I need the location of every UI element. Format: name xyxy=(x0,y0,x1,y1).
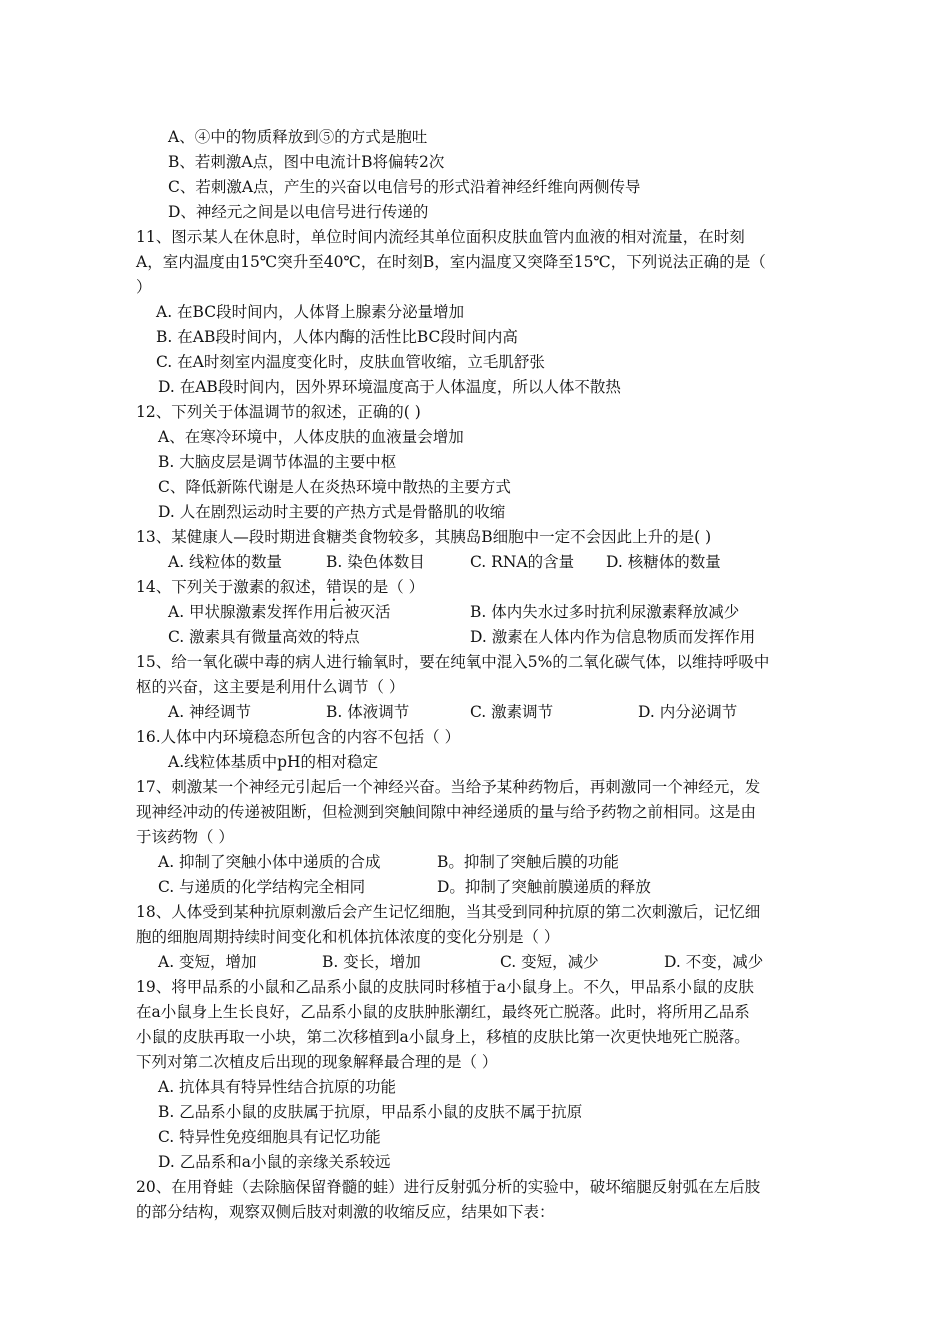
q13-stem: 13、某健康人—段时期进食糖类食物较多，其胰岛B细胞中一定不会因此上升的是( ) xyxy=(136,528,712,546)
q10-option-c: C、若刺激A点，产生的兴奋以电信号的形式沿着神经纤维向两侧传导 xyxy=(168,178,641,196)
q13-option-b: B. 染色体数目 xyxy=(326,553,425,571)
q12-option-a: A、在寒冷环境中，人体皮肤的血液量会增加 xyxy=(158,428,464,446)
q19-option-c: C. 特异性免疫细胞具有记忆功能 xyxy=(158,1128,381,1146)
q10-option-a: A、④中的物质释放到⑤的方式是胞吐 xyxy=(168,128,428,146)
q20-stem-line-2: 的部分结构，观察双侧后肢对刺激的收缩反应，结果如下表： xyxy=(136,1203,555,1221)
q19-option-d: D. 乙品系和a小鼠的亲缘关系较远 xyxy=(158,1153,391,1171)
q12-option-d: D. 人在剧烈运动时主要的产热方式是骨骼肌的收缩 xyxy=(158,503,506,521)
q11-option-d: D. 在AB段时间内，因外界环境温度高于人体温度，所以人体不散热 xyxy=(158,378,621,396)
q15-option-b: B. 体液调节 xyxy=(326,703,410,721)
q13-option-c: C. RNA的含量 xyxy=(470,553,575,571)
q14-option-c: C. 激素具有微量高效的特点 xyxy=(168,628,360,646)
q10-option-d: D、神经元之间是以电信号进行传递的 xyxy=(168,203,429,221)
q18-option-b: B. 变长，增加 xyxy=(322,953,421,971)
q19-option-b: B. 乙品系小鼠的皮肤属于抗原，甲品系小鼠的皮肤不属于抗原 xyxy=(158,1103,583,1121)
q15-option-d: D. 内分泌调节 xyxy=(638,703,738,721)
q14-stem-emphasis: 错误 xyxy=(326,578,358,596)
q17-stem-line-2: 现神经冲动的传递被阻断，但检测到突触间隙中神经递质的量与给予药物之前相同。这是由 xyxy=(136,803,757,821)
q17-stem-line-1: 17、刺激某一个神经元引起后一个神经兴奋。当给予某种药物后，再刺激同一个神经元，发 xyxy=(136,778,761,796)
q13-option-a: A. 线粒体的数量 xyxy=(168,553,283,571)
q18-stem-line-2: 胞的细胞周期持续时间变化和机体抗体浓度的变化分别是（ ） xyxy=(136,928,560,946)
q12-option-b: B. 大脑皮层是调节体温的主要中枢 xyxy=(158,453,397,471)
q12-stem: 12、下列关于体温调节的叙述，正确的( ) xyxy=(136,403,421,421)
q14-stem-prefix: 14、下列关于激素的叙述， xyxy=(136,578,327,596)
q20-stem-line-1: 20、在用脊蛙（去除脑保留脊髓的蛙）进行反射弧分析的实验中，破坏缩腿反射弧在左后肢 xyxy=(136,1178,761,1196)
q19-stem-line-4: 下列对第二次植皮后出现的现象解释最合理的是（ ） xyxy=(136,1053,498,1071)
q17-stem-line-3: 于该药物（ ） xyxy=(136,828,234,846)
q14-option-b: B. 体内失水过多时抗利尿激素释放减少 xyxy=(470,603,740,621)
q14-option-d: D. 激素在人体内作为信息物质而发挥作用 xyxy=(470,628,756,646)
q13-option-d: D. 核糖体的数量 xyxy=(606,553,721,571)
q11-stem-line-1: 11、图示某人在休息时，单位时间内流经其单位面积皮肤血管内血液的相对流量，在时刻 xyxy=(136,228,745,246)
q14-option-a: A. 甲状腺激素发挥作用后被灭活 xyxy=(168,603,391,621)
q18-option-c: C. 变短，减少 xyxy=(500,953,599,971)
q18-option-d: D. 不变，减少 xyxy=(664,953,764,971)
q17-option-b: B。抑制了突触后膜的功能 xyxy=(437,853,619,871)
q19-option-a: A. 抗体具有特异性结合抗原的功能 xyxy=(158,1078,397,1096)
q19-stem-line-2: 在a小鼠身上生长良好，乙品系小鼠的皮肤肿胀潮红，最终死亡脱落。此时，将所用乙品系 xyxy=(136,1003,750,1021)
q15-option-a: A. 神经调节 xyxy=(168,703,252,721)
q15-stem-line-2: 枢的兴奋，这主要是利用什么调节（ ） xyxy=(136,678,405,696)
q11-stem-line-3: ） xyxy=(136,278,152,296)
q10-option-b: B、若刺激A点，图中电流计B将偏转2次 xyxy=(168,153,445,171)
q15-stem-line-1: 15、给一氧化碳中毒的病人进行输氧时，要在纯氧中混入5%的二氧化碳气体，以维持呼吸中 xyxy=(136,653,770,671)
q18-option-a: A. 变短，增加 xyxy=(158,953,257,971)
q11-option-b: B. 在AB段时间内，人体内酶的活性比BC段时间内高 xyxy=(156,328,518,346)
q11-option-c: C. 在A时刻室内温度变化时，皮肤血管收缩，立毛肌舒张 xyxy=(156,353,545,371)
q16-stem: 16.人体中内环境稳态所包含的内容不包括（ ） xyxy=(136,728,461,746)
q12-option-c: C、降低新陈代谢是人在炎热环境中散热的主要方式 xyxy=(158,478,511,496)
q15-option-c: C. 激素调节 xyxy=(470,703,554,721)
q19-stem-line-1: 19、将甲品系的小鼠和乙品系小鼠的皮肤同时移植于a小鼠身上。不久，甲品系小鼠的皮肤 xyxy=(136,978,754,996)
q16-option-a: A.线粒体基质中pH的相对稳定 xyxy=(168,753,379,771)
q14-stem-suffix: 的是（ ） xyxy=(357,578,425,596)
q17-option-c: C. 与递质的化学结构完全相同 xyxy=(158,878,366,896)
q18-stem-line-1: 18、人体受到某种抗原刺激后会产生记忆细胞，当其受到同种抗原的第二次刺激后，记忆细 xyxy=(136,903,761,921)
q11-option-a: A. 在BC段时间内，人体肾上腺素分泌量增加 xyxy=(156,303,465,321)
q17-option-d: D。抑制了突触前膜递质的释放 xyxy=(437,878,651,896)
q19-stem-line-3: 小鼠的皮肤再取一小块，第二次移植到a小鼠身上，移植的皮肤比第一次更快地死亡脱落。 xyxy=(136,1028,750,1046)
q11-stem-line-2: A，室内温度由15℃突升至40℃，在时刻B，室内温度又突降至15℃，下列说法正确的是（ xyxy=(136,253,766,271)
q17-option-a: A. 抑制了突触小体中递质的合成 xyxy=(158,853,381,871)
q14-stem xyxy=(136,577,424,605)
